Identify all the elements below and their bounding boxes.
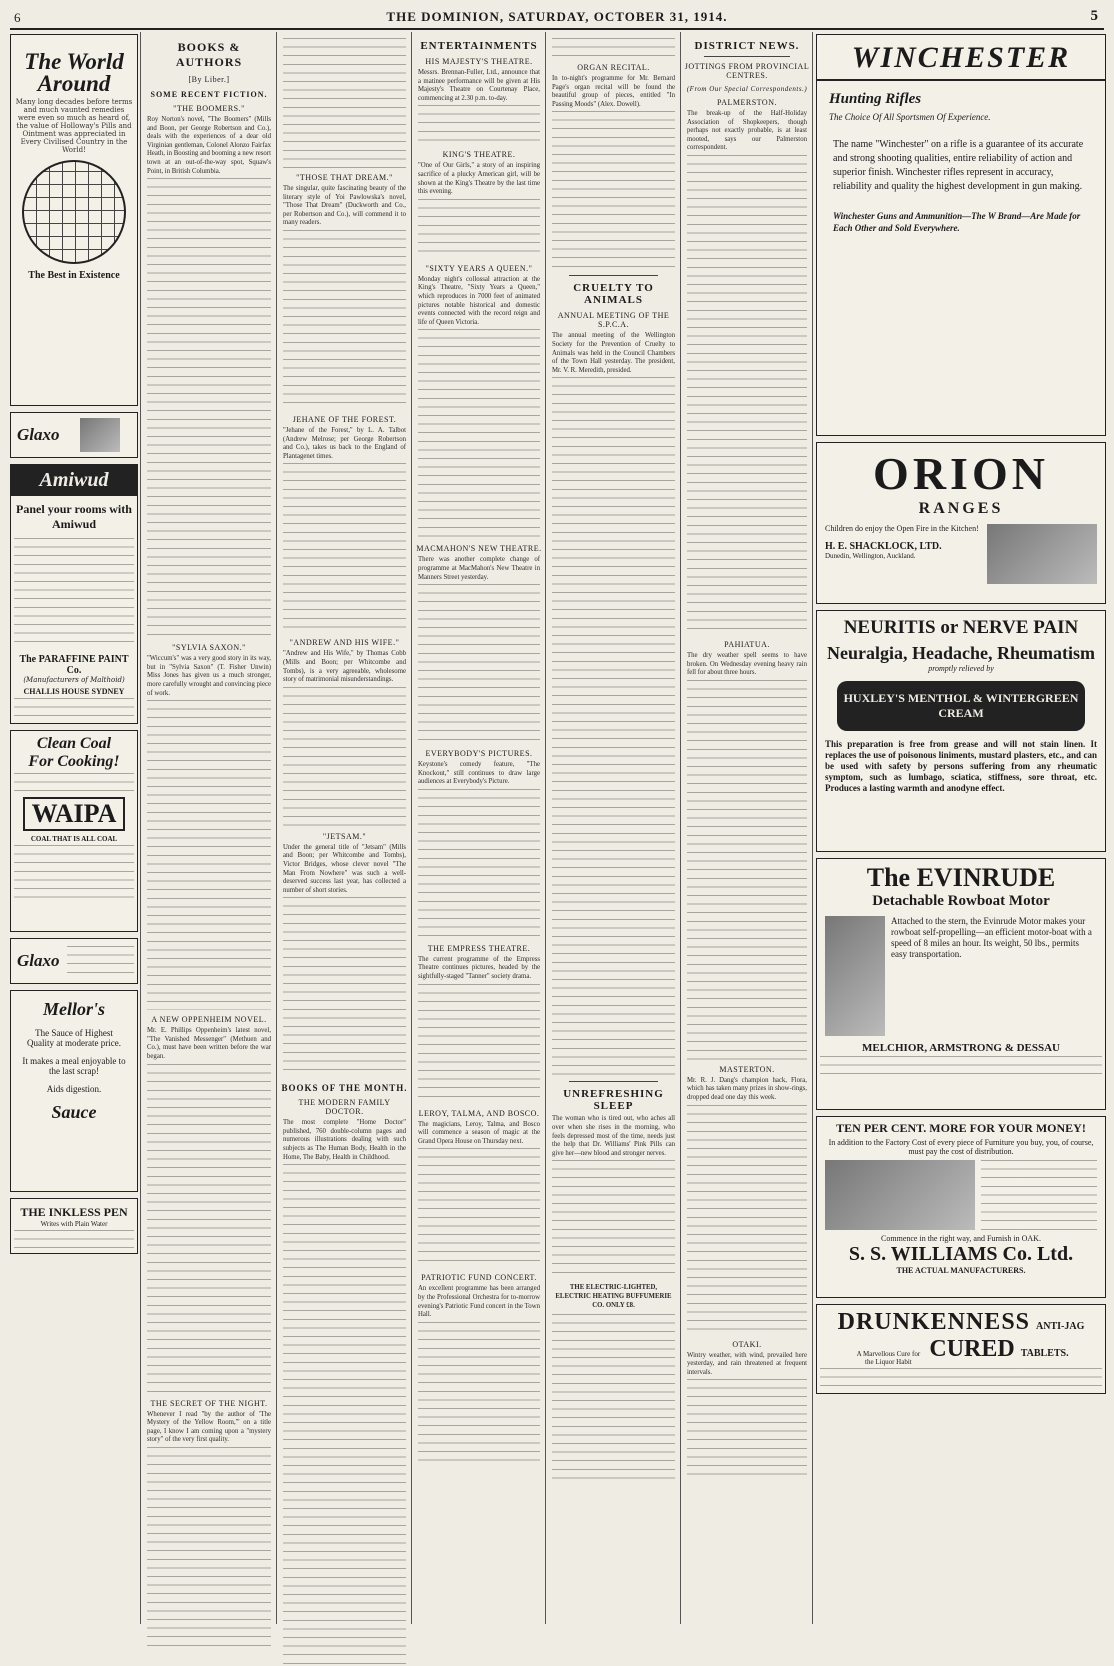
evinrude-logo: The EVINRUDE: [866, 863, 1056, 892]
books-h1: SOME RECENT FICTION.: [150, 90, 268, 99]
divider: [704, 56, 790, 57]
district-column: [684, 34, 810, 1481]
books-column: [144, 34, 274, 1649]
books-header: BOOKS & AUTHORS: [175, 40, 243, 69]
patriotic-heading: PATRIOTIC FUND CONCERT.: [421, 1273, 537, 1283]
organ-heading: ORGAN RECITAL.: [577, 63, 650, 72]
otaki-heading: OTAKI.: [732, 1339, 762, 1349]
his-majestys-heading: HIS MAJESTY'S THEATRE.: [425, 57, 533, 66]
sylvia-heading: "SYLVIA SAXON.": [172, 643, 246, 653]
winchester-footer: Winchester Guns and Ammunition—The W Brand—Are Made for Each Other and Sold Everywhere.: [833, 211, 1081, 233]
holloways-title: The World Around: [24, 49, 124, 96]
challis-house: CHALLIS HOUSE SYDNEY: [23, 687, 125, 696]
dream-more: [283, 230, 406, 410]
paraffine-agents: [14, 698, 134, 724]
glaxo-ad-2: [10, 938, 138, 984]
leroy-text: The magicians, Leroy, Talma, and Bosco will commence a season of magic at the Grand Opera House on Thursday next.: [418, 1120, 540, 1145]
newspaper-title: THE DOMINION, SATURDAY, OCTOBER 31, 1914.: [386, 9, 728, 24]
empress-heading: THE EMPRESS THEATRE.: [427, 943, 531, 953]
electric-more: [552, 1314, 675, 1484]
andrew-text: "Andrew and His Wife," by Thomas Cobb (Mills and Boon; per Whitcombe and Tombs), is a very agreeable, wholesome story of matrimonial misunderstandings.: [283, 650, 406, 684]
masterton-heading: MASTERTON.: [719, 1064, 775, 1074]
glaxo-logo: Glaxo: [17, 425, 60, 444]
night-more: [147, 1447, 271, 1647]
left-ads-column: [10, 34, 138, 1260]
column-rule: [411, 32, 412, 1624]
glaxo-logo: Glaxo: [17, 951, 60, 970]
paraffine-sub: (Manufacturers of Malthoid): [23, 676, 125, 684]
sylvia-text: "Wiccum's" was a very good story in its way, but in "Sylvia Saxon" (T. Fisher Unwin) Miss Jones has given us a much stronger, more carefully wrought and convincing piece of work.: [147, 655, 271, 697]
everybodys-heading: EVERYBODY'S PICTURES.: [425, 749, 533, 759]
masthead: [10, 6, 1104, 30]
ssw-sub: THE ACTUAL MANUFACTURERS.: [896, 1266, 1026, 1275]
pahiatua-text: The dry weather spell seems to have broken. On Wednesday evening heavy rain fell for about three hours.: [687, 651, 807, 677]
pahiatua-heading: PAHIATUA.: [724, 639, 770, 649]
glaxo-ad-1: [10, 412, 138, 458]
organ-text: In to-night's programme for Mr. Bernard Page's organ recital will be found the beautiful group of pieces, entitled "In Passing Moods" (Alex. Dowell).: [552, 75, 675, 108]
books-column-2: [280, 34, 409, 1666]
orion-maker: H. E. SHACKLOCK, LTD.: [825, 541, 942, 552]
drunk-tag: A Marvellous Cure for the Liquor Habit: [856, 1350, 921, 1366]
column-rule: [276, 32, 277, 1624]
andrew-more: [283, 687, 406, 827]
amiwud-ad: [10, 464, 138, 724]
jetsam-more: [283, 897, 406, 1077]
palmerston-text: The break-up of the Half-Holiday Association of Shopkeepers, though perhaps not exactly probable, is at least mooted, says our Palmerston correspondent.: [687, 110, 807, 152]
night-text: Whenever I read "by the author of 'The Mystery of the Yellow Room,'" on a title page, I know I am coming upon a "mystery story" of the very first quality.: [147, 1410, 271, 1444]
boomers-heading: "THE BOOMERS.": [173, 104, 245, 113]
waipa-copy: [14, 845, 134, 901]
oppenheim-text: Mr. E. Phillips Oppenheim's latest novel, "The Vanished Messenger" (Methuen and Co.), must have been written before the war began.: [147, 1027, 271, 1060]
anti-jag-ad: [816, 1304, 1106, 1394]
inkless-copy: [14, 1230, 134, 1248]
orion-city: Dunedin, Wellington, Auckland.: [825, 552, 916, 560]
sixty-years-heading: "SIXTY YEARS A QUEEN.": [425, 263, 533, 273]
mellors-sub3: Aids digestion.: [46, 1084, 102, 1094]
otaki-text: Wintry weather, with wind, prevailed here yesterday, and rain threatened at frequent intervals.: [687, 1351, 807, 1376]
mellors-sub2: It makes a meal enjoyable to the last scrap!: [22, 1056, 126, 1076]
sleep-text: The woman who is tired out, who aches all over when she rises in the morning, who feels depressed most of the time, needs just the help that Dr. Williams' Pink Pills can give her—new blood and stronger nerves.: [552, 1115, 675, 1157]
divider: [569, 1081, 658, 1082]
boomers-text: Roy Norton's novel, "The Boomers" (Mills and Boon, per George Robertson and Co.), deals with the experiences of a dear old Virginian gentleman, Colonel Alonzo Fairfax Heath, in Boosting and booming a new resort town at an out-of-the-way spot, Squaw's Point, in British Columbia.: [147, 116, 271, 175]
tablets: TABLETS.: [1020, 1348, 1069, 1359]
palmerston-heading: PALMERSTON.: [717, 98, 777, 107]
ssw-name: S. S. WILLIAMS Co. Ltd.: [848, 1243, 1074, 1265]
winchester-ad: [816, 34, 1106, 436]
melchior-name: MELCHIOR, ARMSTRONG & DESSAU: [861, 1042, 1061, 1054]
empress-more: [418, 984, 540, 1104]
night-heading: THE SECRET OF THE NIGHT.: [150, 1398, 268, 1408]
antijag-copy: [820, 1368, 1102, 1386]
leroy-heading: LEROY, TALMA, AND BOSCO.: [418, 1108, 540, 1118]
middle-column: [549, 34, 678, 1486]
divider: [569, 275, 658, 276]
oppenheim-heading: A NEW OPPENHEIM NOVEL.: [151, 1015, 267, 1025]
kings-text: "One of Our Girls," a story of an inspiring sacrifice of a plucky American girl, will be shown at the King's Theatre by the last time this evening.: [418, 162, 540, 196]
electric-heading: THE ELECTRIC-LIGHTED, ELECTRIC HEATING BUFFUMERIE CO. ONLY £8.: [555, 1284, 672, 1309]
sixty-years-text: Monday night's collossal attraction at the King's Theatre, "Sixty Years a Queen," which reproduces in 7000 feet of animated pictures notable historical and domestic events connected with the record reign and life of Queen Victoria.: [418, 275, 540, 326]
sleep-heading: UNREFRESHING SLEEP: [563, 1088, 664, 1113]
jehane-more: [283, 463, 406, 633]
clean-coal-title: Clean Coal: [36, 735, 112, 752]
holloways-text: Many long decades before terms and much vaunted remedies were even so much as heard of, the value of Holloway's Pills and Ointment was appreciated in Every Civilised Country in the World!: [15, 98, 133, 154]
page-number-left: 6: [14, 10, 22, 25]
books-list: [283, 1164, 406, 1664]
drunkenness-title: DRUNKENNESS: [837, 1309, 1031, 1335]
anti-jag: ANTI-JAG: [1036, 1321, 1085, 1332]
macmahons-more: [418, 584, 540, 744]
inkless-sub: Writes with Plain Water: [40, 1220, 108, 1228]
sauce-logo: Sauce: [51, 1102, 97, 1122]
patriotic-more: [418, 1322, 540, 1462]
neuritis-promptly: promptly relieved by: [928, 664, 994, 673]
waipa-tagline: COAL THAT IS ALL COAL: [30, 835, 118, 843]
orion-sub: RANGES: [918, 500, 1004, 517]
jehane-heading: JEHANE OF THE FOREST.: [292, 414, 397, 424]
tenper-title: TEN PER CENT. MORE FOR YOUR MONEY!: [836, 1121, 1086, 1135]
waipa-logo: WAIPA: [23, 797, 125, 831]
district-corr: (From Our Special Correspondents.): [686, 85, 808, 93]
holloways-footer: The Best in Existence: [28, 270, 120, 281]
masterton-more: [687, 1105, 807, 1335]
mellors-logo: Mellor's: [42, 999, 105, 1019]
otaki-more: [687, 1379, 807, 1479]
books-month-heading: BOOKS OF THE MONTH.: [281, 1083, 408, 1094]
district-sub: JOTTINGS FROM PROVINCIAL CENTRES.: [684, 62, 810, 80]
column-rule: [680, 32, 681, 1624]
books-continued: [283, 38, 406, 168]
for-cooking-title: For Cooking!: [28, 753, 120, 770]
cruelty-heading: CRUELTY TO ANIMALS: [573, 282, 654, 307]
cured-title: CURED: [929, 1336, 1015, 1362]
evinrude-sub: Detachable Rowboat Motor: [872, 893, 1050, 909]
winchester-sub: Hunting Rifles: [829, 91, 922, 107]
winchester-body: The name "Winchester" on a rifle is a guarantee of its accurate and strong shooting qualities, entire reliability of action and superior finish. Winchester rifles represent in accuracy, reliability and quality the highest development in gun making.: [833, 139, 1084, 192]
baby-image: [80, 418, 120, 452]
huxleys-jar: HUXLEY'S MENTHOL & WINTERGREEN CREAM: [837, 681, 1085, 731]
family-doctor-text: The most complete "Home Doctor" published, 760 double-column pages and numerous illustrations dealing with such subjects as The Human Body, Health in the Home, The Baby, Health in Childhood.: [283, 1119, 406, 1161]
oppenheim-more: [147, 1064, 271, 1394]
evinrude-text: Attached to the stern, the Evinrude Motor makes your rowboat self-propelling—an efficient motor-boat with a speed of 8 miles an hour. Its weight, 50 lbs., permits easy transportation.: [891, 916, 1092, 959]
orion-ranges-ad: [816, 442, 1106, 604]
sixty-years-more: [418, 329, 540, 539]
spca-text: The annual meeting of the Wellington Society for the Prevention of Cruelty to Animals was held in the Council Chambers of the Town Hall yesterday. The president, Mr. V. R. Meredith, presided.: [552, 332, 675, 374]
kings-more: [418, 199, 540, 259]
everybodys-more: [418, 789, 540, 939]
macmahons-text: There was another complete change of programme at MacMahon's New Theatre in Manners Street yesterday.: [418, 556, 540, 581]
motor-image: [825, 916, 885, 1036]
everybodys-text: Keystone's comedy feature, "The Knockout," still continues to draw large audiences at Everybody's Picture.: [418, 761, 540, 786]
dream-heading: "THOSE THAT DREAM.": [296, 173, 393, 182]
range-stove-image: [987, 524, 1097, 584]
column-rule: [140, 32, 141, 1624]
leroy-more: [418, 1148, 540, 1268]
dream-text: The singular, quite fascinating beauty of the literary style of Yoi Pawlowska's novel, "Those That Dream" (Duckworth and Co., per Robertson and Co.), will commend it to many readers.: [283, 185, 406, 227]
sylvia-more: [147, 700, 271, 1010]
neuritis-body: This preparation is free from grease and will not stain linen. It replaces the use of poisonous liniments, mustard plasters, etc., and can be used with safety by persons suffering from any rheumatic symptom, such as lumbago, sciatica, stiffness, sore throat, etc. Produces a lasting warmth and anodyne effect.: [825, 739, 1097, 793]
coal-copy: [14, 773, 134, 793]
right-ads-column: [816, 34, 1106, 1400]
entertainments-column: [415, 34, 543, 1464]
inkless-pen-ad: [10, 1198, 138, 1254]
books-byline: [By Liber.]: [188, 75, 230, 84]
winchester-logo: WINCHESTER: [817, 41, 1105, 81]
patriotic-text: An excellent programme has been arranged by the Professional Orchestra for to-morrow evening's Patriotic Fund concert in the Town Hall.: [418, 1285, 540, 1319]
globe-icon: [22, 160, 126, 264]
neuritis-sub: Neuralgia, Headache, Rheumatism: [827, 643, 1095, 663]
mellors-sauce-ad: [10, 990, 138, 1192]
organ-more: [552, 111, 675, 271]
column-rule: [812, 32, 813, 1624]
winchester-tag: The Choice Of All Sportsmen Of Experience.: [829, 112, 991, 122]
his-majestys-more: [418, 105, 540, 145]
spca-more: [552, 377, 675, 1077]
evinrude-ad: [816, 858, 1106, 1110]
empress-text: The current programme of the Empress Theatre continues pictures, headed by the sightfully-staged "Tanner" society drama.: [418, 955, 540, 981]
amiwud-headline: Panel your rooms with Amiwud: [16, 502, 132, 531]
family-doctor-heading: THE MODERN FAMILY DOCTOR.: [298, 1098, 391, 1117]
prior-continued: [552, 38, 675, 58]
glaxo-copy: [67, 946, 135, 976]
tenper-body: In addition to the Factory Cost of every piece of Furniture you buy, you, of course, must pay the cost of distribution.: [828, 1138, 1094, 1156]
palmerston-more: [687, 155, 807, 635]
tenper-copy: [981, 1160, 1097, 1230]
sleep-more: [552, 1160, 675, 1280]
district-header: DISTRICT NEWS.: [694, 40, 800, 52]
holloways-ad: [10, 34, 138, 406]
paraffine-name: The PARAFFINE PAINT Co.: [19, 654, 129, 676]
boomers-more: [147, 178, 271, 638]
jehane-text: "Jehane of the Forest," by L. A. Talbot (Andrew Melrose; per George Robertson and Co.), takes us back to the England of Plantagenet times.: [283, 426, 406, 460]
huxleys-ad: [816, 610, 1106, 852]
masterton-text: Mr. R. J. Dang's champion hack, Flora, which has taken many prizes in show-rings, dropped dead one day this week.: [687, 1076, 807, 1101]
kings-heading: KING'S THEATRE.: [442, 150, 516, 160]
mellors-sub: The Sauce of Highest Quality at moderate price.: [27, 1028, 121, 1048]
ss-williams-ad: [816, 1116, 1106, 1298]
spca-heading: ANNUAL MEETING OF THE S.P.C.A.: [557, 311, 670, 330]
amiwud-copy: [14, 538, 134, 650]
melchior-copy: [820, 1056, 1102, 1080]
furniture-image: [825, 1160, 975, 1230]
waipa-coal-ad: [10, 730, 138, 932]
pahiatua-more: [687, 680, 807, 1060]
orion-small: Children do enjoy the Open Fire in the Kitchen!: [825, 524, 979, 533]
inkless-title: THE INKLESS PEN: [20, 1205, 128, 1219]
ssw-cmd: Commence in the right way, and Furnish in OAK.: [881, 1234, 1041, 1243]
macmahons-heading: MACMAHON'S NEW THEATRE.: [416, 544, 542, 554]
orion-logo: ORION: [873, 448, 1049, 499]
amiwud-logo: Amiwud: [11, 465, 137, 496]
jetsam-text: Under the general title of "Jetsam" (Mills and Boon; per Whitcombe and Tombs), Victor Bridges, whose clever novel "The Man From Nowhere" was such a well-deserved success last year, has collected a number of short stories.: [283, 843, 406, 894]
entertainments-header: ENTERTAINMENTS: [420, 40, 538, 52]
page-number: 5: [1090, 8, 1098, 24]
column-rule: [545, 32, 546, 1624]
andrew-heading: "ANDREW AND HIS WIFE.": [289, 638, 400, 648]
jetsam-heading: "JETSAM.": [322, 831, 367, 841]
his-majestys-text: Messrs. Brennan-Fuller, Ltd., announce that a matinee performance will be given at His Majesty's Theatre on Courtenay Place, commencing at 2.30 p.m. to-day.: [418, 69, 540, 102]
neuritis-title: NEURITIS or NERVE PAIN: [843, 617, 1079, 638]
